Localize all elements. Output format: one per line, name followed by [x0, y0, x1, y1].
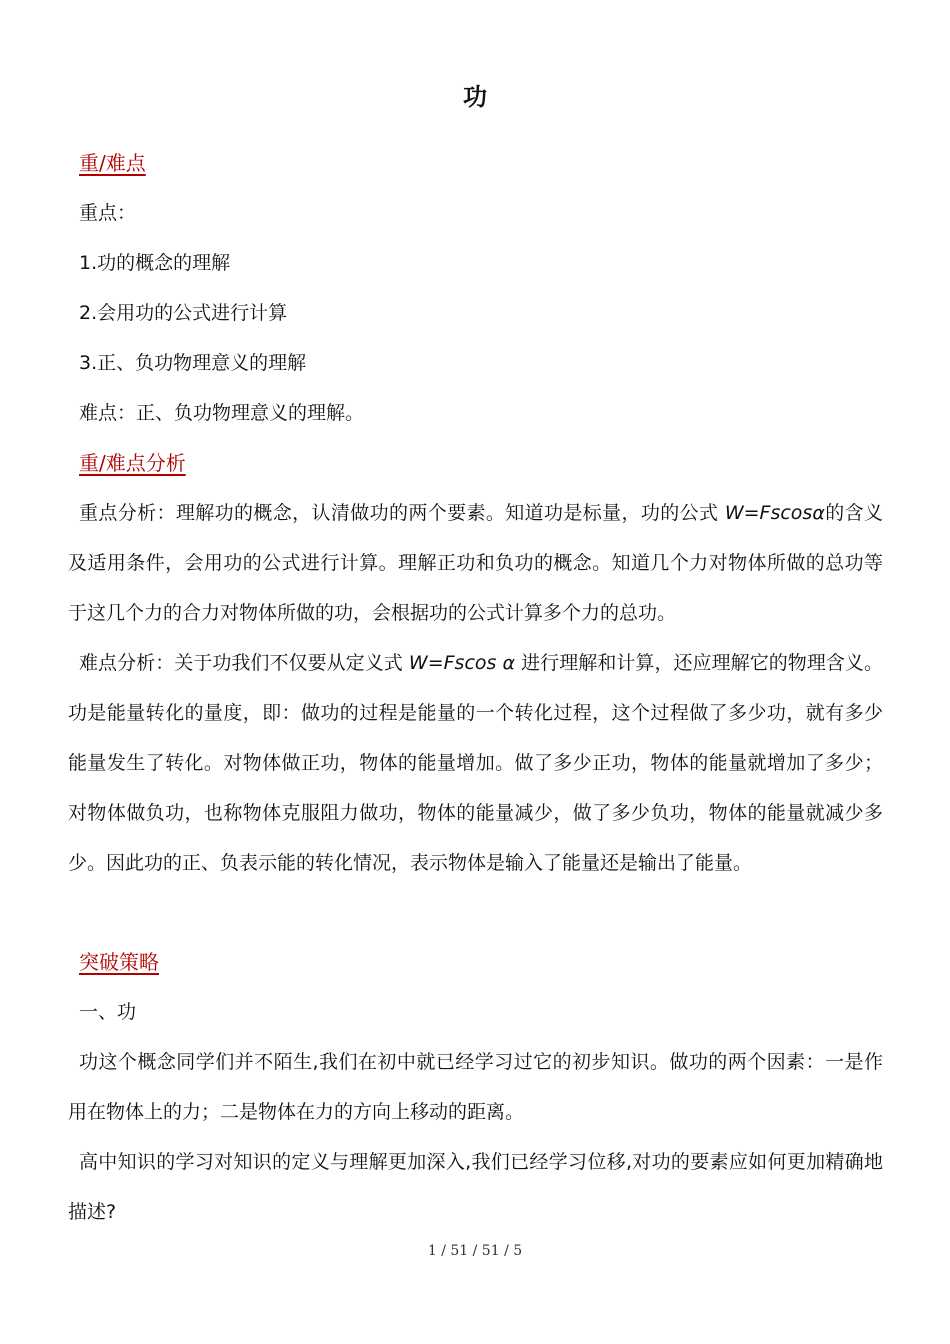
work-formula: W=Fscos α: [408, 652, 516, 674]
difficulty-line: 难点：正、负功物理意义的理解。: [79, 402, 365, 424]
key-points-label: 重点：: [79, 202, 137, 224]
analysis-text: 重点分析：理解功的概念，认清做功的两个要素。知道功是标量，功的公式: [79, 502, 719, 524]
work-formula: W=Fscosα: [724, 502, 825, 524]
key-point-item: 2.会用功的公式进行计算: [79, 302, 288, 324]
strategy-paragraph: 功这个概念同学们并不陌生,我们在初中就已经学习过它的初步知识。做功的两个因素：一是作用在物体上的力；二是物体在力的方向上移动的距离。: [68, 1051, 883, 1123]
strategy-paragraph: 高中知识的学习对知识的定义与理解更加深入,我们已经学习位移,对功的要素应如何更加精确地描述?: [68, 1151, 883, 1223]
analysis-text: 难点分析：关于功我们不仅要从定义式: [79, 652, 403, 674]
page-number: 1 / 51 / 51 / 5: [427, 1243, 523, 1259]
analysis-paragraph-key: [68, 488, 883, 638]
section-heading-key-points: 重/难点: [79, 151, 146, 175]
strategy-heading: 一、功: [79, 1001, 137, 1023]
key-point-item: 3.正、负功物理意义的理解: [79, 352, 307, 374]
section-heading-analysis: 重/难点分析: [79, 451, 186, 475]
section-heading-strategy: 突破策略: [79, 950, 159, 974]
page-title: 功: [463, 83, 487, 111]
key-point-item: 1.功的概念的理解: [79, 252, 231, 274]
analysis-paragraph-difficulty: [68, 638, 883, 888]
analysis-text: 的含义及适用条件，会用功的公式进行计算。理解正功和负功的概念。知道几个力对物体所做的总功等于这几个力的合力对物体所做的功，会根据功的公式计算多个力的总功。: [68, 502, 883, 624]
analysis-text: 进行理解和计算，还应理解它的物理含义。功是能量转化的量度，即：做功的过程是能量的一个转化过程，这个过程做了多少功，就有多少能量发生了转化。对物体做正功，物体的能量增加。做了多少正功，物体的能量就增加了多少；对物体做负功，也称物体克服阻力做功，物体的能量减少，做了多少负功，物体的能量就减少多少。因此功的正、负表示能的转化情况，表示物体是输入了能量还是输出了能量。: [68, 652, 883, 874]
